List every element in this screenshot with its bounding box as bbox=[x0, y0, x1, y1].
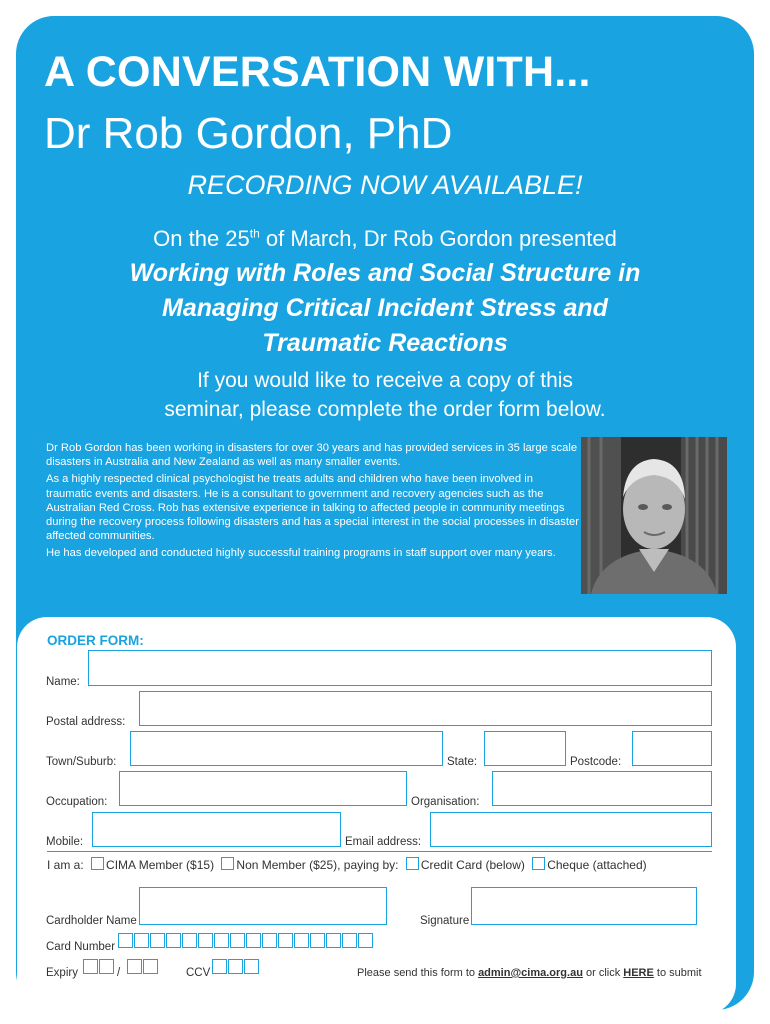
expiry-slash: / bbox=[117, 967, 121, 979]
submit-here-link[interactable]: HERE bbox=[623, 967, 654, 979]
card-number-digit-box[interactable] bbox=[358, 933, 373, 948]
presented-pre: On the 25 bbox=[153, 226, 250, 251]
email-link[interactable]: admin@cima.org.au bbox=[478, 967, 583, 979]
credit-card-checkbox[interactable] bbox=[406, 857, 419, 870]
invite-line: If you would like to receive a copy of this bbox=[197, 369, 573, 392]
speaker-photo bbox=[581, 437, 727, 594]
expiry-label: Expiry bbox=[46, 967, 78, 979]
email-label: Email address: bbox=[345, 836, 422, 848]
card-number-digit-box[interactable] bbox=[246, 933, 261, 948]
invite-text bbox=[60, 366, 710, 424]
card-number-digit-box[interactable] bbox=[198, 933, 213, 948]
order-form-title: ORDER FORM: bbox=[47, 633, 144, 648]
expiry-year-box[interactable] bbox=[143, 959, 158, 974]
bio-paragraph: He has developed and conducted highly successful training programs in staff support over many years. bbox=[46, 547, 556, 560]
ccv-box[interactable] bbox=[244, 959, 259, 974]
organisation-label: Organisation: bbox=[411, 796, 480, 808]
seminar-title-line: Working with Roles and Social Structure in bbox=[129, 259, 641, 287]
card-number-digit-box[interactable] bbox=[278, 933, 293, 948]
card-number-label: Card Number bbox=[46, 941, 116, 953]
card-number-digit-box[interactable] bbox=[182, 933, 197, 948]
note-text: or click bbox=[582, 967, 624, 979]
card-number-digit-box[interactable] bbox=[262, 933, 277, 948]
note-text: Please send this form to bbox=[357, 967, 479, 979]
ccv-box[interactable] bbox=[212, 959, 227, 974]
non-member-checkbox[interactable] bbox=[221, 857, 234, 870]
card-number-digit-box[interactable] bbox=[326, 933, 341, 948]
postal-address-field[interactable] bbox=[139, 691, 712, 726]
card-number-digit-box[interactable] bbox=[118, 933, 133, 948]
ccv-label: CCV bbox=[186, 967, 211, 979]
mobile-label: Mobile: bbox=[46, 836, 84, 848]
cheque-checkbox[interactable] bbox=[532, 857, 545, 870]
non-member-label: Non Member ($25), paying by: bbox=[236, 858, 399, 872]
presented-line bbox=[0, 226, 770, 252]
occupation-label: Occupation: bbox=[46, 796, 108, 808]
signature-field[interactable] bbox=[471, 887, 697, 925]
presented-sup: th bbox=[249, 226, 260, 241]
email-field[interactable] bbox=[430, 812, 712, 847]
invite-line: seminar, please complete the order form below. bbox=[164, 398, 606, 421]
card-number-digit-box[interactable] bbox=[342, 933, 357, 948]
bio-paragraph: As a highly respected clinical psychologist he treats adults and children who have been involved in traumatic events and disasters. He is a consultant to government and recovery agencies such as the Australian Red Cross. Rob has extensive experience in talking to affected people in community meetings during the recovery process following disasters and has a special interest in the social processes in disaster affected communities. bbox=[46, 473, 579, 543]
expiry-month-box[interactable] bbox=[99, 959, 114, 974]
bio-text bbox=[46, 441, 580, 564]
card-number-digit-box[interactable] bbox=[214, 933, 229, 948]
expiry-month-box[interactable] bbox=[83, 959, 98, 974]
name-field[interactable] bbox=[88, 650, 712, 686]
cima-member-label: CIMA Member ($15) bbox=[106, 858, 215, 872]
state-field[interactable] bbox=[484, 731, 566, 766]
seminar-title-line: Managing Critical Incident Stress and bbox=[162, 294, 608, 322]
organisation-field[interactable] bbox=[492, 771, 712, 806]
cima-member-checkbox[interactable] bbox=[91, 857, 104, 870]
cardholder-field[interactable] bbox=[139, 887, 387, 925]
credit-card-label: Credit Card (below) bbox=[420, 858, 525, 872]
card-number-digit-box[interactable] bbox=[150, 933, 165, 948]
postcode-field[interactable] bbox=[632, 731, 712, 766]
bio-paragraph: Dr Rob Gordon has been working in disasters for over 30 years and has provided services in 35 large scale disasters in Australia and New Zealand as well as many smaller events. bbox=[46, 442, 578, 469]
seminar-title-line: Traumatic Reactions bbox=[262, 329, 508, 357]
card-number-digit-box[interactable] bbox=[134, 933, 149, 948]
postal-address-label: Postal address: bbox=[46, 716, 126, 728]
signature-label: Signature bbox=[420, 915, 470, 927]
submit-note bbox=[357, 967, 702, 979]
note-text: to submit bbox=[653, 967, 702, 979]
ccv-box[interactable] bbox=[228, 959, 243, 974]
state-label: State: bbox=[447, 756, 478, 768]
membership-row bbox=[47, 857, 647, 872]
cardholder-label: Cardholder Name bbox=[46, 915, 137, 927]
divider bbox=[47, 851, 712, 852]
headline: A CONVERSATION WITH... bbox=[44, 48, 591, 96]
town-field[interactable] bbox=[130, 731, 443, 766]
expiry-year-box[interactable] bbox=[127, 959, 142, 974]
card-number-digit-box[interactable] bbox=[166, 933, 181, 948]
iam-label: I am a: bbox=[47, 858, 84, 872]
presented-post: of March, Dr Rob Gordon presented bbox=[259, 226, 617, 251]
card-number-digit-box[interactable] bbox=[294, 933, 309, 948]
occupation-field[interactable] bbox=[119, 771, 407, 806]
town-label: Town/Suburb: bbox=[46, 756, 117, 768]
speaker-name: Dr Rob Gordon, PhD bbox=[44, 109, 453, 158]
seminar-title bbox=[55, 256, 715, 361]
card-number-digit-box[interactable] bbox=[310, 933, 325, 948]
name-label: Name: bbox=[46, 676, 80, 688]
portrait-image bbox=[581, 437, 727, 594]
card-number-digit-box[interactable] bbox=[230, 933, 245, 948]
postcode-label: Postcode: bbox=[570, 756, 622, 768]
mobile-field[interactable] bbox=[92, 812, 341, 847]
order-form bbox=[17, 617, 736, 1014]
cheque-label: Cheque (attached) bbox=[547, 858, 647, 872]
recording-banner: RECORDING NOW AVAILABLE! bbox=[187, 170, 583, 200]
